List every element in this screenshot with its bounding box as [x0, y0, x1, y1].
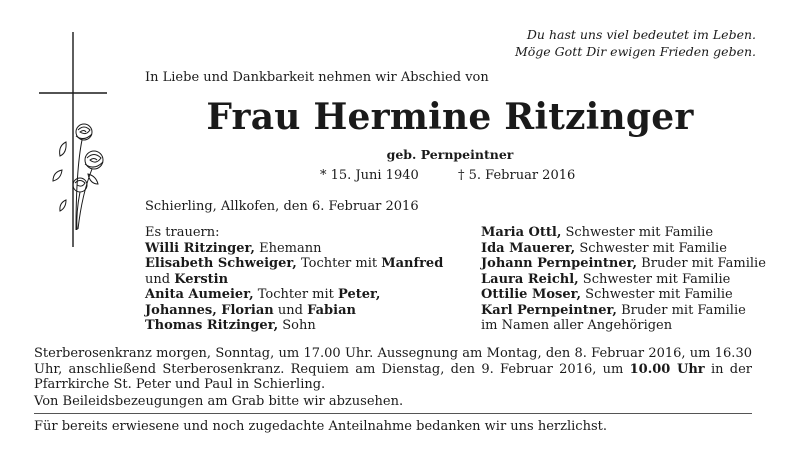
mourner-name: Thomas Ritzinger, — [145, 318, 279, 333]
mourner-line — [481, 303, 771, 319]
mourner-relation: Tochter mit — [296, 256, 382, 271]
deceased-name: Frau Hermine Ritzinger — [206, 96, 694, 138]
mourner-relation: Sohn — [278, 318, 316, 333]
mourner-name: Ida Mauerer, — [481, 240, 576, 256]
mourner-line — [145, 287, 465, 303]
mourner-line — [481, 225, 771, 241]
birth-date: * 15. Juni 1940 — [320, 168, 419, 183]
mourner-name: Anita Aumeier, — [145, 287, 254, 302]
notice-schedule — [34, 346, 752, 393]
mourner-name: Johannes, Florian — [145, 302, 274, 318]
place-date: Schierling, Allkofen, den 6. Februar 2016 — [145, 199, 419, 214]
mourner-name: Kerstin — [174, 271, 229, 287]
mourner-line — [145, 318, 465, 334]
mourner-line — [145, 256, 465, 272]
mourner-relation: Bruder mit Familie — [616, 302, 746, 318]
thanks-text: Für bereits erwiesene und noch zugedachte Anteilnahme bedanken wir uns herzlichst. — [34, 419, 607, 434]
mourner-relation: Ehemann — [254, 240, 322, 256]
maiden-name: geb. Pernpeintner — [386, 147, 514, 162]
mourner-name: Willi Ritzinger, — [145, 240, 255, 256]
mourner-relation: Schwester mit Familie — [575, 240, 727, 256]
death-date: † 5. Februar 2016 — [458, 168, 576, 183]
divider — [34, 413, 752, 414]
mourner-relation: Bruder mit Familie — [637, 256, 766, 271]
mourner-line — [481, 318, 771, 334]
mourner-name: Laura Reichl, — [481, 271, 579, 287]
mourner-relation: im Namen aller Angehörigen — [481, 318, 673, 333]
mourner-line — [145, 241, 465, 257]
notice-bold-time: 10.00 Uhr — [629, 361, 705, 377]
intro-text: In Liebe und Dankbarkeit nehmen wir Abschied von — [145, 70, 489, 85]
notice-text-1: Sterberosenkranz morgen, Sonntag, um 17.00 Uhr. Aussegnung am Montag, den 8. Februar 2016, um 16.30 Uhr, anschließend Sterberosenkranz. Requiem am Dienstag, den 9. Februar 2016, um — [34, 346, 752, 377]
mourner-name: Elisabeth Schweiger, — [145, 256, 297, 271]
mourner-name: Johann Pernpeintner, — [481, 256, 638, 271]
cross-with-roses-icon — [36, 32, 116, 247]
mourners-right — [481, 225, 771, 334]
mourner-line — [481, 256, 771, 272]
mourner-relation: Tochter mit — [253, 287, 339, 302]
quote-line-1: Du hast uns viel bedeutet im Leben. — [526, 27, 756, 42]
mourner-name: Fabian — [307, 302, 356, 318]
notice-text-2: in der Pfarrkirche St. Peter und Paul in Schierling. — [34, 361, 752, 392]
mourner-prefix: und — [145, 271, 175, 287]
mourner-name: Maria Ottl, — [481, 225, 562, 240]
mourner-line — [145, 272, 465, 288]
funeral-notice — [34, 346, 752, 409]
mourner-relation: Schwester mit Familie — [578, 271, 731, 287]
mourners-left — [145, 225, 465, 334]
mourner-name: Manfred — [381, 256, 444, 271]
mourner-name: Karl Pernpeintner, — [481, 302, 617, 318]
quote — [470, 26, 756, 60]
mourner-line — [481, 287, 771, 303]
mourner-name: Peter, — [338, 287, 381, 302]
mourner-relation: Schwester mit Familie — [581, 287, 733, 302]
mourner-line — [481, 272, 771, 288]
mourner-relation: Schwester mit Familie — [561, 225, 714, 240]
quote-line-2: Möge Gott Dir ewigen Frieden geben. — [514, 44, 756, 59]
condolence-note: Von Beileidsbezeugungen am Grab bitte wir abzusehen. — [34, 393, 404, 409]
mourners-heading: Es trauern: — [145, 225, 220, 240]
mourner-name: Ottilie Moser, — [481, 287, 582, 302]
mourner-line — [145, 303, 465, 319]
mourner-line — [481, 241, 771, 257]
mourner-relation: und — [273, 302, 308, 318]
